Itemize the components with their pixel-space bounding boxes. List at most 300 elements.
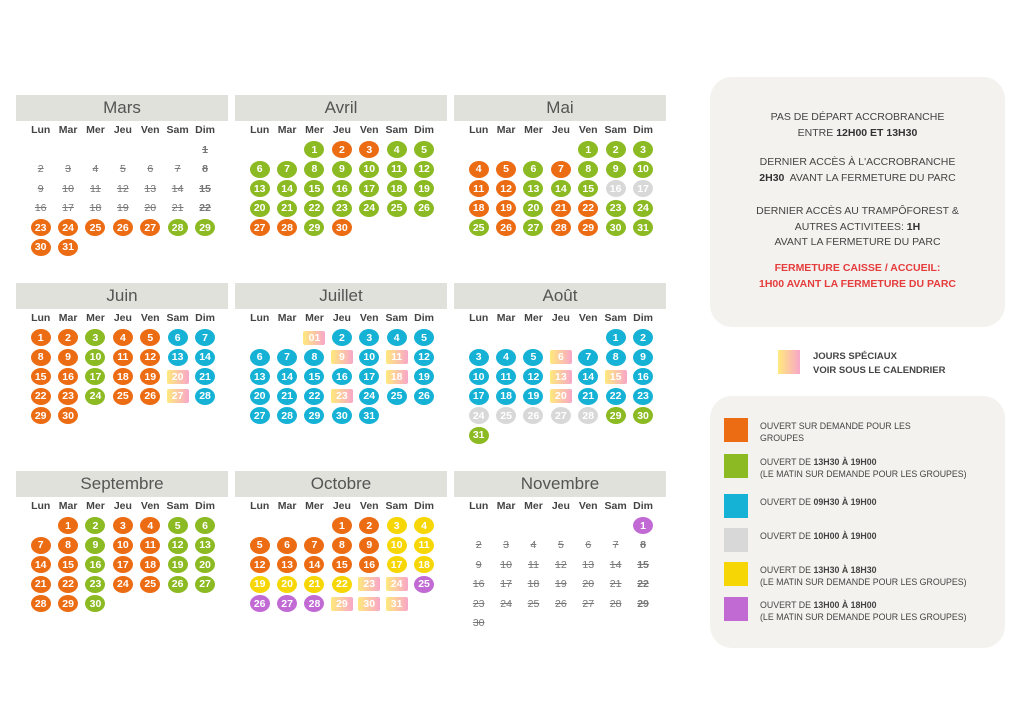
day-special: 20 [167,370,189,384]
day-orange: 19 [496,200,516,217]
day-cell [191,555,218,575]
day-cell [383,555,410,575]
day-cell [629,406,656,426]
day-orange: 1 [31,329,51,346]
empty-cell [301,516,328,536]
day-cell [27,555,54,575]
weekday-label: Mar [58,124,78,136]
day-closed: 5 [119,163,126,176]
day-purple: 25 [414,576,434,593]
day-green: 1 [304,141,324,158]
day-special: 6 [550,350,572,364]
info-text: DERNIER ACCÈS AU TRAMPÔFOREST & [756,205,959,217]
day-cell [328,160,355,180]
day-cell [520,179,547,199]
day-cell [54,555,81,575]
day-closed: 20 [144,202,157,215]
weekday-label: Mar [277,124,297,136]
day-cell [356,367,383,387]
day-blue: 29 [304,407,324,424]
day-green: 25 [469,219,489,236]
legend-swatch [724,562,748,586]
day-cell [575,160,602,180]
day-cell [465,594,492,614]
weekday-label: Ven [359,312,379,324]
day-blue: 15 [304,368,324,385]
weekday-label: Dim [414,124,434,136]
day-cell [246,199,273,219]
day-cell [383,367,410,387]
day-closed: 15 [199,182,211,195]
day-closed: 7 [612,539,619,552]
day-closed: 25 [527,597,540,610]
legend-line1: OUVERT DE [760,565,814,575]
day-green: 6 [250,161,270,178]
day-cell [328,328,355,348]
day-cell [246,160,273,180]
weekday-label: Mer [524,124,543,136]
day-cell [54,516,81,536]
day-cell [27,406,54,426]
day-cell [602,367,629,387]
weekday-label: Sam [385,312,408,324]
day-green: 9 [332,161,352,178]
day-cell [27,179,54,199]
day-yellow: 21 [304,576,324,593]
day-blue: 18 [496,388,516,405]
day-orange: 18 [113,368,133,385]
info-text: AVANT LA FERMETURE DU PARC [784,171,956,184]
weekday-label: Lun [250,124,270,136]
day-cell [410,160,437,180]
legend-line1: OUVERT DE [760,600,814,610]
day-green: 16 [85,556,105,573]
day-cell [356,387,383,407]
weekday-label: Mar [496,500,516,512]
day-closed: 23 [472,597,485,610]
day-cell [109,218,136,238]
day-cell [629,160,656,180]
day-cell [328,387,355,407]
weekday-label: Lun [469,500,489,512]
info-text: 1H00 AVANT LA FERMETURE DU PARC [759,277,956,290]
day-grey: 26 [523,407,543,424]
day-cell [356,179,383,199]
day-cell [602,160,629,180]
day-cell [164,367,191,387]
day-orange: 21 [31,576,51,593]
day-cell [629,594,656,614]
day-cell [54,575,81,595]
day-orange: 27 [250,219,270,236]
day-green: 10 [359,161,379,178]
day-cell [137,575,164,595]
day-cell [492,406,519,426]
day-cell [82,199,109,219]
info-text: PAS DE DÉPART ACCROBRANCHE [770,111,945,123]
day-cell [520,387,547,407]
day-green: 2 [85,517,105,534]
empty-cell [109,140,136,160]
legend-line1: OUVERT DE [760,531,814,541]
day-green: 18 [387,180,407,197]
info-bold: 1H [906,220,921,233]
day-cell [629,555,656,575]
day-cell [328,218,355,238]
day-cell [246,348,273,368]
day-cell [492,387,519,407]
month-title: Septembre [16,471,228,497]
weekday-label: Dim [633,124,653,136]
weekday-label: Dim [195,124,215,136]
day-orange: 21 [551,200,571,217]
day-cell [629,387,656,407]
day-cell [410,575,437,595]
weekday-label: Mar [496,124,516,136]
weekday-label: Jeu [113,312,132,324]
legend-text [760,420,911,444]
day-special: 24 [386,577,408,591]
weekday-label: Sam [166,500,189,512]
day-cell [246,387,273,407]
empty-cell [273,140,300,160]
day-special: 23 [331,389,353,403]
day-cell [575,199,602,219]
day-closed: 30 [472,617,485,630]
day-purple: 28 [304,595,324,612]
weekday-label: Dim [633,500,653,512]
day-cell [301,406,328,426]
day-cell [602,555,629,575]
legend-text [760,456,967,480]
month-days-grid [246,497,447,614]
day-green: 22 [304,200,324,217]
day-blue: 5 [523,349,543,366]
day-special: 15 [605,370,627,384]
day-cell [356,160,383,180]
weekday-label: Ven [578,124,598,136]
weekday-label: Lun [31,500,51,512]
day-blue: 4 [387,329,407,346]
day-orange: 9 [58,349,78,366]
day-blue: 7 [195,329,215,346]
day-cell [137,367,164,387]
weekday-label: Jeu [332,124,351,136]
day-cell [191,367,218,387]
day-cell [301,367,328,387]
legend-item [724,494,999,524]
day-orange: 24 [113,576,133,593]
day-orange: 14 [304,556,324,573]
day-special: 30 [358,597,380,611]
day-cell [547,179,574,199]
day-cell [137,199,164,219]
day-cell [82,575,109,595]
day-cell [246,575,273,595]
day-blue: 2 [633,329,653,346]
day-cell [54,387,81,407]
day-closed: 13 [144,182,157,195]
day-cell [356,199,383,219]
day-cell [629,199,656,219]
day-cell [137,555,164,575]
weekday-label: Ven [578,312,598,324]
weekday-label: Lun [250,312,270,324]
day-cell [54,160,81,180]
day-cell [191,348,218,368]
day-closed: 26 [555,597,567,610]
day-orange: 1 [58,517,78,534]
weekday-label: Jeu [113,500,132,512]
day-green: 11 [387,161,407,178]
day-orange: 29 [578,219,598,236]
month-2 [454,95,666,238]
day-green: 21 [277,200,297,217]
day-cell [383,140,410,160]
day-cell [547,536,574,556]
weekday-label: Jeu [332,500,351,512]
day-green: 30 [85,595,105,612]
day-grey: 27 [551,407,571,424]
day-cell [602,348,629,368]
day-green: 15 [578,180,598,197]
day-cell [246,367,273,387]
day-cell [82,594,109,614]
weekday-label: Ven [140,124,160,136]
day-cell [629,328,656,348]
day-green: 7 [277,161,297,178]
day-closed: 27 [582,597,595,610]
day-blue: 10 [469,368,489,385]
day-orange: 11 [113,349,133,366]
day-green: 16 [332,180,352,197]
day-closed: 14 [171,182,184,195]
day-cell [82,387,109,407]
day-cell [383,575,410,595]
day-cell [273,575,300,595]
day-orange: 23 [31,219,51,236]
day-green: 20 [523,200,543,217]
day-orange: 25 [113,388,133,405]
day-blue: 6 [168,329,188,346]
empty-cell [246,516,273,536]
day-cell [54,199,81,219]
day-cell [602,140,629,160]
day-cell [410,199,437,219]
day-closed: 16 [472,578,485,591]
day-closed: 18 [89,202,102,215]
day-cell [547,406,574,426]
day-closed: 12 [555,558,567,571]
month-days-grid [27,497,228,614]
day-orange: 26 [113,219,133,236]
day-special: 11 [386,350,408,364]
day-cell [164,328,191,348]
day-green: 12 [414,161,434,178]
day-orange: 9 [359,537,379,554]
day-yellow: 20 [277,576,297,593]
day-purple: 1 [633,517,653,534]
day-cell [328,179,355,199]
day-cell [301,348,328,368]
day-green: 29 [195,219,215,236]
day-cell [520,536,547,556]
weekday-label: Mer [524,312,543,324]
day-cell [547,218,574,238]
day-cell [137,387,164,407]
day-orange: 12 [140,349,160,366]
month-4 [235,283,447,426]
day-cell [575,348,602,368]
day-closed: 2 [475,539,482,552]
day-closed: 10 [500,558,512,571]
month-7 [235,471,447,614]
day-cell [602,575,629,595]
day-closed: 21 [609,578,622,591]
day-cell [383,199,410,219]
day-yellow: 11 [414,537,434,554]
empty-cell [465,140,492,160]
day-cell [27,367,54,387]
day-cell [82,536,109,556]
weekday-label: Ven [359,500,379,512]
day-blue: 19 [523,388,543,405]
day-cell [191,536,218,556]
day-orange: 8 [58,537,78,554]
day-green: 4 [387,141,407,158]
day-cell [27,218,54,238]
day-blue: 22 [304,388,324,405]
day-cell [465,367,492,387]
legend-item [724,454,999,484]
day-green: 17 [85,368,105,385]
month-title: Avril [235,95,447,121]
day-cell [356,406,383,426]
day-green: 6 [523,161,543,178]
day-closed: 14 [609,558,622,571]
day-orange: 1 [332,517,352,534]
day-green: 10 [85,349,105,366]
day-cell [191,575,218,595]
day-cell [465,160,492,180]
day-cell [547,160,574,180]
day-cell [301,387,328,407]
day-blue: 17 [469,388,489,405]
day-cell [465,218,492,238]
day-cell [82,367,109,387]
day-orange: 24 [58,219,78,236]
legend-item [724,528,999,558]
weekday-label: Lun [469,312,489,324]
info-text: AVANT LA FERMETURE DU PARC [774,236,941,248]
day-closed: 22 [199,202,211,215]
day-cell [301,140,328,160]
day-closed: 8 [640,539,646,552]
day-orange: 22 [578,200,598,217]
weekday-label: Sam [604,312,627,324]
day-blue: 6 [250,349,270,366]
day-cell [301,160,328,180]
day-cell [575,536,602,556]
day-cell [410,516,437,536]
legend-line2: GROUPES [760,433,804,443]
day-special: 23 [358,577,380,591]
day-special: 29 [331,597,353,611]
day-cell [82,555,109,575]
day-cell [109,367,136,387]
legend-hours: 13H30 À 19H00 [813,457,877,467]
legend-swatch [724,597,748,621]
day-cell [575,555,602,575]
day-green: 13 [523,180,543,197]
empty-cell [520,140,547,160]
day-orange: 16 [359,556,379,573]
month-6 [16,471,228,614]
day-blue: 25 [387,388,407,405]
day-orange: 30 [31,239,51,256]
info-paragraph-closing [710,261,1005,292]
day-closed: 6 [147,163,154,176]
day-green: 20 [250,200,270,217]
legend-hours: 13H30 À 18H30 [813,565,877,575]
day-cell [575,179,602,199]
weekday-label: Mer [305,124,324,136]
legend-text [760,599,967,623]
day-blue: 22 [606,388,626,405]
day-cell [273,348,300,368]
day-cell [109,160,136,180]
day-cell [575,594,602,614]
day-closed: 11 [528,558,539,571]
day-blue: 7 [277,349,297,366]
month-days-grid [465,497,666,633]
day-cell [54,367,81,387]
day-cell [27,536,54,556]
day-closed: 2 [37,163,44,176]
day-grey: 17 [633,180,653,197]
day-orange: 11 [140,537,160,554]
day-cell [328,594,355,614]
day-orange: 26 [140,388,160,405]
day-cell [328,406,355,426]
day-blue: 11 [496,368,516,385]
day-cell [602,199,629,219]
day-cell [575,218,602,238]
day-blue: 21 [195,368,215,385]
day-cell [547,348,574,368]
day-blue: 17 [359,368,379,385]
day-orange: 22 [58,576,78,593]
day-cell [383,348,410,368]
weekday-label: Ven [140,312,160,324]
day-yellow: 3 [387,517,407,534]
day-cell [328,140,355,160]
weekday-label: Jeu [551,500,570,512]
weekday-label: Dim [414,312,434,324]
day-green: 13 [195,537,215,554]
day-blue: 19 [414,368,434,385]
special-days-swatch [778,350,800,374]
weekday-label: Mer [86,124,105,136]
day-orange: 17 [113,556,133,573]
day-blue: 2 [332,329,352,346]
day-cell [273,536,300,556]
legend-text [760,564,967,588]
day-blue: 24 [359,388,379,405]
day-cell [109,348,136,368]
day-cell [137,348,164,368]
day-orange: 30 [58,407,78,424]
